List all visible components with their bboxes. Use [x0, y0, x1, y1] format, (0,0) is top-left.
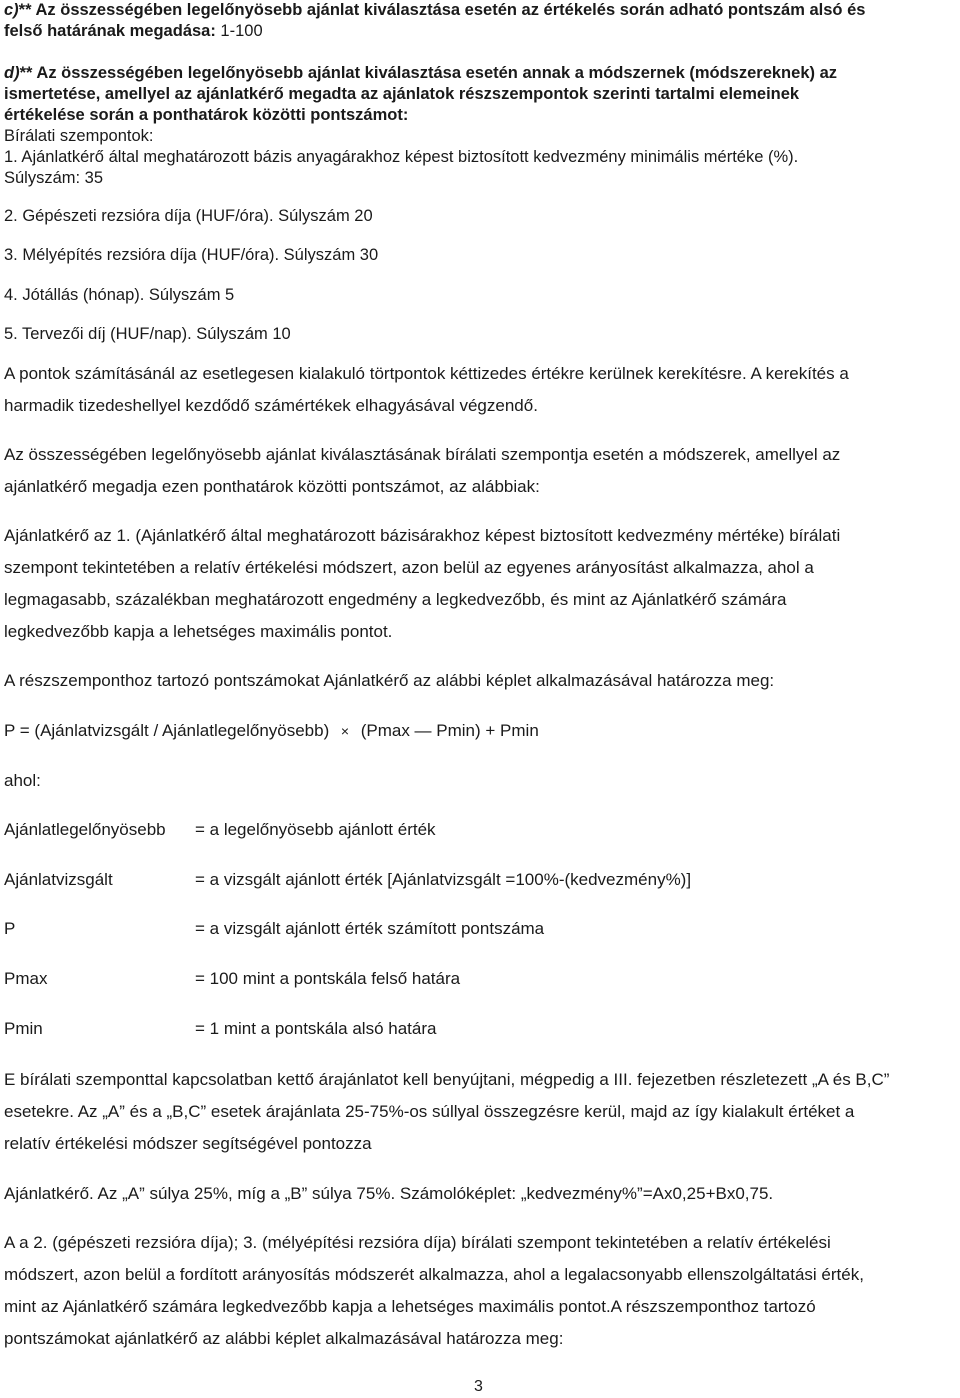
criterion-1-line1: 1. Ajánlatkérő által meghatározott bázis anyagárakhoz képest biztosított kedvezmény minimális mértéke (%). — [4, 148, 799, 166]
relative-paragraph-line4: legkedvezőbb kapja a lehetséges maximális pontot. — [4, 622, 393, 641]
section-d-line1: Az összességében legelőnyösebb ajánlat kiválasztása esetén annak a módszernek (módszereknek) az — [36, 64, 837, 82]
section-d-line2: ismertetése, amellyel az ajánlatkérő megadta az ajánlatok részszempontok szerinti tartalmi elemeinek — [4, 85, 800, 103]
section-c-heading — [4, 0, 865, 21]
definition-term: Ajánlatvizsgált — [4, 870, 113, 889]
section-c-heading-text: Az összességében legelőnyösebb ajánlat kiválasztása esetén az értékelés során adható pontszám alsó és — [35, 1, 866, 19]
definition-term: Pmax — [4, 969, 48, 988]
section-d-stars: ** — [19, 64, 37, 82]
cases-paragraph-line3: relatív értékelési módszer segítségével pontozza — [4, 1134, 372, 1153]
criterion-1-weight: Súlyszám: 35 — [4, 169, 104, 187]
formula-intro: A részszemponthoz tartozó pontszámokat Ajánlatkérő az alábbi képlet alkalmazásával határozza meg: — [4, 671, 775, 690]
cases-paragraph-line1: E bírálati szemponttal kapcsolatban kettő árajánlatot kell benyújtani, mégpedig a III. fejezetben részletezett „A és B,C” — [4, 1070, 890, 1089]
definition-value: = a vizsgált ajánlott érték számított pontszáma — [195, 919, 545, 938]
definition-value: = a legelőnyösebb ajánlott érték — [195, 820, 436, 839]
definition-term: P — [4, 919, 16, 938]
cases-weights-formula: Ajánlatkérő. Az „A” súlya 25%, míg a „B” súlya 75%. Számolóképlet: „kedvezmény%”=Ax0,25+Bx0,75. — [4, 1184, 774, 1203]
relative-paragraph-line1: Ajánlatkérő az 1. (Ajánlatkérő által meghatározott bázisárakhoz képest biztosított kedvezmény mértéke) bírálati — [4, 526, 841, 545]
formula-right: (Pmax — Pmin) + Pmin — [355, 721, 539, 740]
section-c-range-value: 1-100 — [215, 22, 263, 40]
definition-value: = 1 mint a pontskála alsó határa — [195, 1019, 437, 1038]
inverse-paragraph-line1: A a 2. (gépészeti rezsióra díja); 3. (mélyépítési rezsióra díja) bírálati szempont tekintetében a relatív értékelési — [4, 1233, 831, 1252]
criterion-3: 3. Mélyépítés rezsióra díja (HUF/óra). Súlyszám 30 — [4, 246, 379, 264]
criterion-2: 2. Gépészeti rezsióra díja (HUF/óra). Súlyszám 20 — [4, 207, 373, 225]
section-d-heading — [4, 63, 837, 84]
formula-left: P = (Ajánlatvizsgált / Ajánlatlegelőnyösebb) — [4, 721, 334, 740]
section-c-marker: c) — [4, 1, 19, 19]
definition-term: Pmin — [4, 1019, 43, 1038]
section-c-line2 — [4, 21, 263, 42]
relative-paragraph-line3: legmagasabb, százalékban meghatározott engedmény a legkedvezőbb, és mint az Ajánlatkérő számára — [4, 590, 787, 609]
inverse-paragraph-line4: pontszámokat ajánlatkérő az alábbi képlet alkalmazásával határozza meg: — [4, 1329, 564, 1348]
multiply-icon: × — [340, 723, 350, 739]
rounding-paragraph-line2: harmadik tizedeshellyel kezdődő számértékek elhagyásával végzendő. — [4, 396, 538, 415]
rounding-paragraph-line1: A pontok számításánál az esetlegesen kialakuló törtpontok kéttizedes értékre kerülnek kerekítésre. A kerekítés a — [4, 364, 849, 383]
section-c-stars: ** — [18, 1, 36, 19]
criteria-heading: Bírálati szempontok: — [4, 127, 154, 145]
definition-value: = 100 mint a pontskála felső határa — [195, 969, 461, 988]
section-c-line2-bold: felső határának megadása: — [4, 22, 216, 40]
criterion-4: 4. Jótállás (hónap). Súlyszám 5 — [4, 286, 235, 304]
cases-paragraph-line2: esetekre. Az „A” és a „B,C” esetek árajánlata 25-75%-os súllyal összegzésre kerül, majd az így kialakult értéket a — [4, 1102, 855, 1121]
inverse-paragraph-line2: módszert, azon belül a fordított arányosítás módszerét alkalmazza, ahol a legalacsonyabb ellenszolgáltatási érték, — [4, 1265, 864, 1284]
page-number: 3 — [474, 1378, 483, 1395]
where-label: ahol: — [4, 771, 41, 790]
section-d-marker: d) — [4, 64, 20, 82]
method-paragraph-line2: ajánlatkérő megadja ezen ponthatárok közötti pontszámot, az alábbiak: — [4, 477, 540, 496]
formula — [4, 720, 539, 742]
definition-value: = a vizsgált ajánlott érték [Ajánlatvizsgált =100%-(kedvezmény%)] — [195, 870, 692, 889]
criterion-5: 5. Tervezői díj (HUF/nap). Súlyszám 10 — [4, 325, 291, 343]
section-d-line3: értékelése során a ponthatárok közötti pontszámot: — [4, 106, 409, 124]
inverse-paragraph-line3: mint az Ajánlatkérő számára legkedvezőbb kapja a lehetséges maximális pontot.A részszemponthoz tartozó — [4, 1297, 816, 1316]
method-paragraph-line1: Az összességében legelőnyösebb ajánlat kiválasztásának bírálati szempontja esetén a módszerek, amellyel az — [4, 445, 841, 464]
relative-paragraph-line2: szempont tekintetében a relatív értékelési módszert, azon belül az egyenes arányosítást alkalmazza, ahol a — [4, 558, 814, 577]
definition-term: Ajánlatlegelőnyösebb — [4, 820, 166, 839]
